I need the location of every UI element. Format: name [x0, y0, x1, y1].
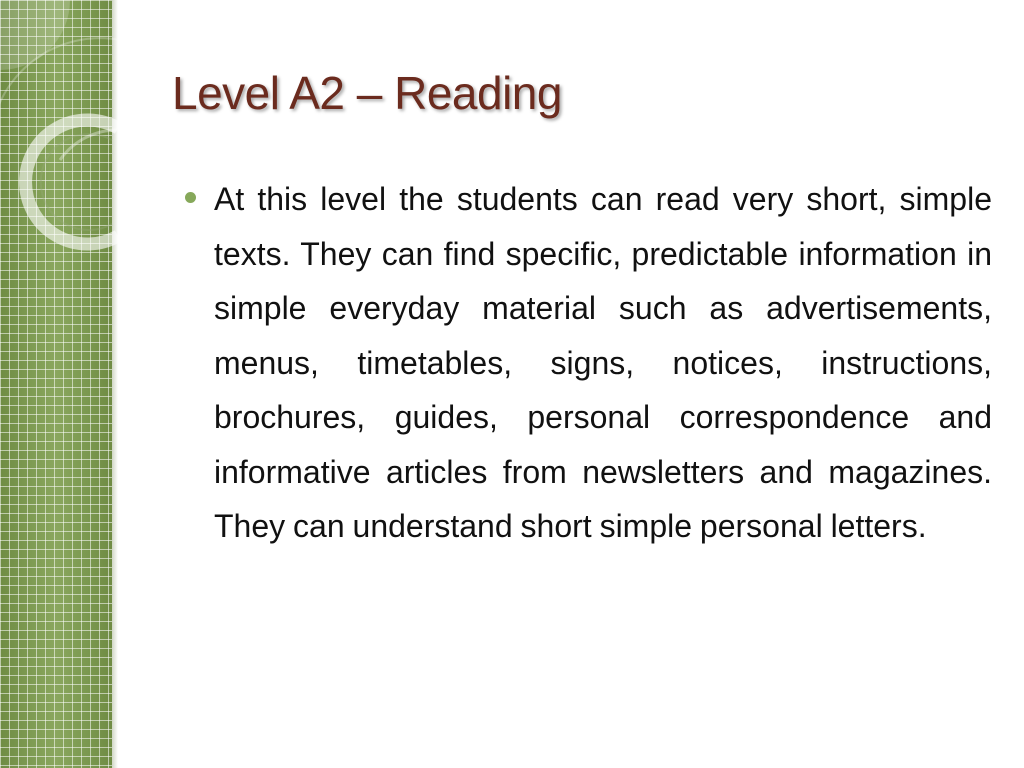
ring-arc — [26, 120, 118, 244]
corner-circle — [0, 0, 70, 70]
ring-arc-inner — [41, 134, 112, 230]
small-arc — [60, 130, 120, 160]
decorative-circles — [0, 0, 200, 260]
bullet-text: At this level the students can read very short, simple texts. They can find specific, predictable information in simple everyday material such as advertisements, menus, timetables, signs, notices, instructions, brochures, guides, personal correspondence and informative articles from newsletters and magazines. They can understand short simple personal letters. — [214, 181, 992, 544]
content-area — [180, 172, 992, 554]
bullet-item — [180, 172, 992, 554]
slide-title: Level A2 – Reading — [172, 67, 562, 119]
bullet-dot-icon — [185, 192, 196, 203]
